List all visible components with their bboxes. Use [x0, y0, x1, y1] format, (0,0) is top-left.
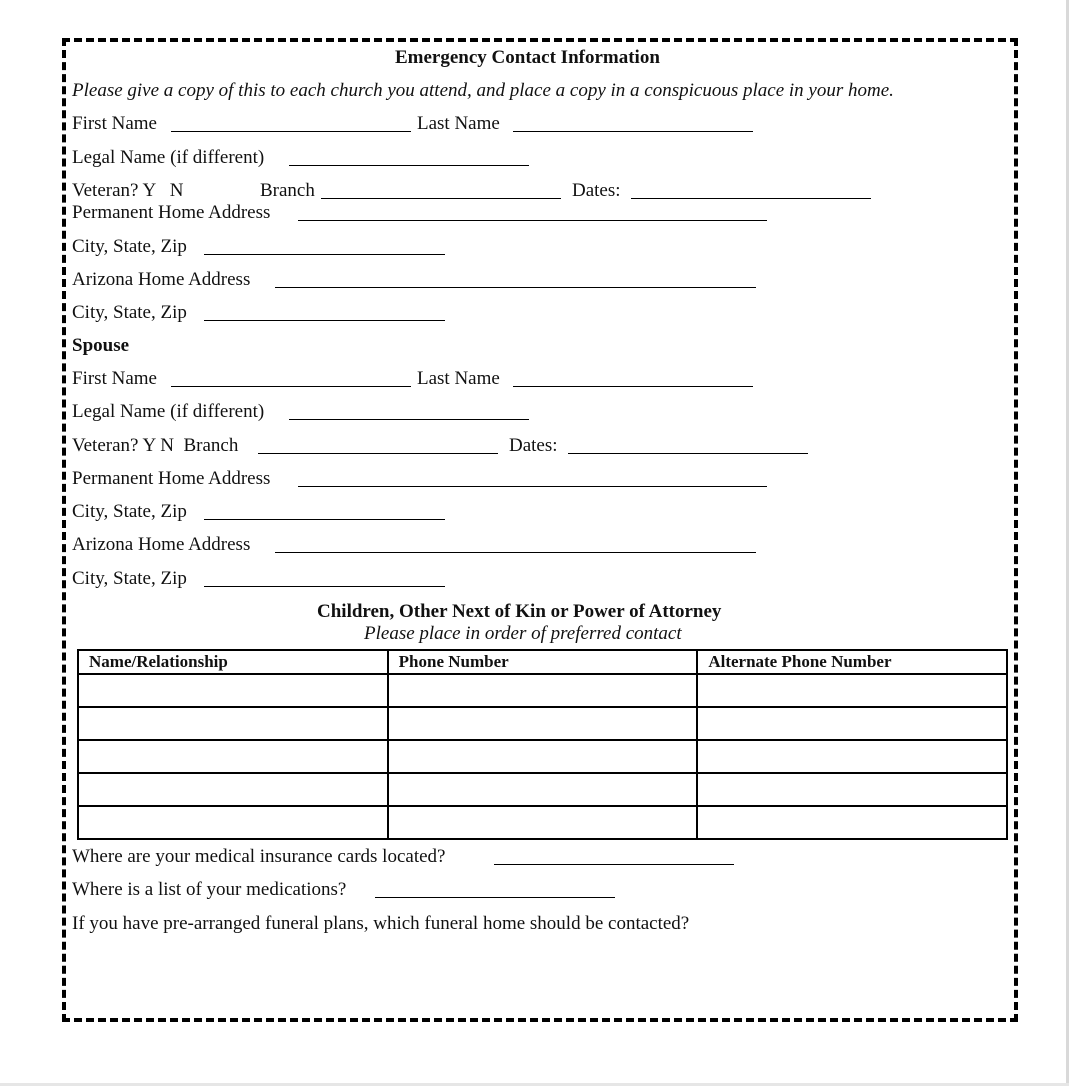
branch-field[interactable]	[321, 198, 561, 199]
legal-name-label: Legal Name (if different)	[72, 147, 265, 168]
funeral-question: If you have pre-arranged funeral plans, which funeral home should be contacted?	[72, 913, 690, 934]
legal-name-field[interactable]	[289, 165, 529, 166]
table-cell[interactable]	[388, 707, 698, 740]
kin-table	[77, 649, 1008, 840]
table-cell[interactable]	[388, 773, 698, 806]
arizona-address-label: Arizona Home Address	[72, 269, 251, 290]
table-cell[interactable]	[78, 674, 388, 707]
spouse-arizona-address-label: Arizona Home Address	[72, 534, 251, 555]
spouse-last-name-label: Last Name	[417, 368, 500, 389]
table-row	[78, 707, 1007, 740]
table-cell[interactable]	[78, 806, 388, 839]
spouse-permanent-address-field[interactable]	[298, 486, 767, 487]
spouse-city-state-zip-label: City, State, Zip	[72, 501, 187, 522]
table-cell[interactable]	[78, 773, 388, 806]
table-cell[interactable]	[697, 707, 1007, 740]
table-cell[interactable]	[78, 740, 388, 773]
dates-field[interactable]	[631, 198, 871, 199]
city-state-zip-2-label: City, State, Zip	[72, 302, 187, 323]
table-cell[interactable]	[697, 740, 1007, 773]
table-row	[78, 740, 1007, 773]
spouse-permanent-address-label: Permanent Home Address	[72, 468, 271, 489]
table-cell[interactable]	[388, 674, 698, 707]
spouse-city-state-zip-2-label: City, State, Zip	[72, 568, 187, 589]
table-row	[78, 773, 1007, 806]
col-alternate-phone: Alternate Phone Number	[697, 650, 1007, 674]
spouse-legal-name-field[interactable]	[289, 419, 529, 420]
first-name-field[interactable]	[171, 131, 411, 132]
form-instructions: Please give a copy of this to each church you attend, and place a copy in a conspicuous place in your home.	[72, 80, 894, 101]
veteran-label: Veteran? Y N	[72, 180, 184, 201]
kin-subheading: Please place in order of preferred contact	[364, 623, 682, 644]
spouse-legal-name-label: Legal Name (if different)	[72, 401, 265, 422]
table-row	[78, 806, 1007, 839]
dashed-cut-border	[62, 38, 1018, 1022]
table-cell[interactable]	[78, 707, 388, 740]
branch-label: Branch	[260, 180, 315, 201]
city-state-zip-field[interactable]	[204, 254, 445, 255]
spouse-first-name-label: First Name	[72, 368, 157, 389]
col-phone-number: Phone Number	[388, 650, 698, 674]
first-name-label: First Name	[72, 113, 157, 134]
insurance-field[interactable]	[494, 864, 734, 865]
dates-label: Dates:	[572, 180, 621, 201]
table-cell[interactable]	[697, 773, 1007, 806]
spouse-branch-field[interactable]	[258, 453, 498, 454]
table-row	[78, 674, 1007, 707]
table-cell[interactable]	[697, 674, 1007, 707]
city-state-zip-2-field[interactable]	[204, 320, 445, 321]
last-name-field[interactable]	[513, 131, 753, 132]
spouse-city-state-zip-2-field[interactable]	[204, 586, 445, 587]
spouse-arizona-address-field[interactable]	[275, 552, 756, 553]
col-name-relationship: Name/Relationship	[78, 650, 388, 674]
spouse-first-name-field[interactable]	[171, 386, 411, 387]
spouse-veteran-branch-label: Veteran? Y N Branch	[72, 435, 239, 456]
spouse-heading: Spouse	[72, 335, 130, 356]
spouse-city-state-zip-field[interactable]	[204, 519, 445, 520]
city-state-zip-label: City, State, Zip	[72, 236, 187, 257]
spouse-last-name-field[interactable]	[513, 386, 753, 387]
medications-question: Where is a list of your medications?	[72, 879, 347, 900]
permanent-address-label: Permanent Home Address	[72, 202, 271, 223]
last-name-label: Last Name	[417, 113, 500, 134]
spouse-dates-label: Dates:	[509, 435, 558, 456]
insurance-question: Where are your medical insurance cards located?	[72, 846, 446, 867]
form-title: Emergency Contact Information	[395, 47, 660, 68]
table-cell[interactable]	[697, 806, 1007, 839]
permanent-address-field[interactable]	[298, 220, 767, 221]
kin-table-header-row	[78, 650, 1007, 674]
arizona-address-field[interactable]	[275, 287, 756, 288]
spouse-dates-field[interactable]	[568, 453, 808, 454]
table-cell[interactable]	[388, 806, 698, 839]
table-cell[interactable]	[388, 740, 698, 773]
kin-heading: Children, Other Next of Kin or Power of Attorney	[317, 601, 722, 622]
medications-field[interactable]	[375, 897, 615, 898]
